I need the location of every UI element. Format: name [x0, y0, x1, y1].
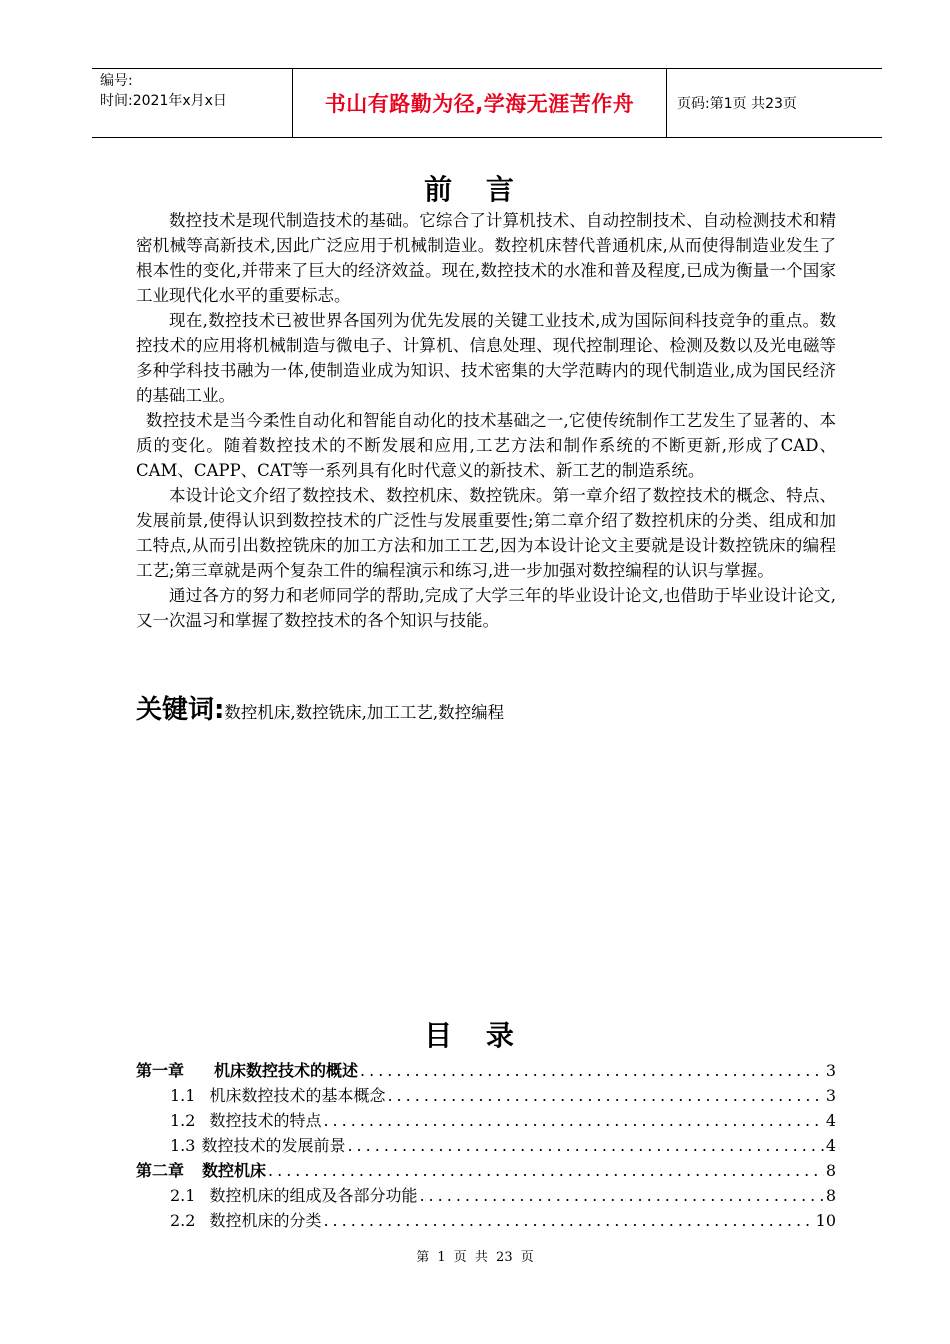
preface-paragraph: 现在,数控技术已被世界各国列为优先发展的关键工业技术,成为国际间科技竞争的重点。数控技术的应用将机械制造与微电子、计算机、信息处理、现代控制理论、检测及数以及光电磁等多种学科技书融为一体,使制造业成为知识、技术密集的大学范畴内的现代制造业,成为国民经济的基础工业。 — [136, 311, 836, 405]
toc-entry[interactable] — [136, 1208, 836, 1233]
toc-leader-dots — [387, 1083, 823, 1108]
toc-leader-dots — [419, 1183, 823, 1208]
toc-entry-number: 第二章 — [136, 1161, 185, 1180]
toc-entry-page: 8 — [825, 1161, 836, 1180]
preface-title: 前 言 — [424, 173, 526, 206]
toc-entry-number: 第一章 — [136, 1061, 185, 1080]
toc-title: 目 录 — [424, 1019, 526, 1052]
toc-entry-page: 8 — [825, 1186, 836, 1205]
toc-leader-dots — [268, 1158, 824, 1183]
toc-entry-label: 机床数控技术的基本概念 — [209, 1086, 386, 1105]
page-header-table — [92, 68, 882, 138]
toc-entry-page: 3 — [825, 1086, 836, 1105]
toc-entry-label: 数控机床的组成及各部分功能 — [209, 1186, 418, 1205]
toc-entry-page: 10 — [815, 1211, 836, 1230]
toc-entry-page: 4 — [825, 1111, 836, 1130]
page-footer: 第 1 页 共 23 页 — [416, 1250, 534, 1265]
toc-leader-dots — [323, 1208, 813, 1233]
table-of-contents — [136, 1058, 836, 1233]
toc-entry[interactable] — [136, 1058, 836, 1083]
preface-paragraph: 通过各方的努力和老师同学的帮助,完成了大学三年的毕业设计论文,也借助于毕业设计论文,又一次温习和掌握了数控技术的各个知识与技能。 — [136, 586, 836, 630]
preface-paragraph: 数控技术是现代制造技术的基础。它综合了计算机技术、自动控制技术、自动检测技术和精密机械等高新技术,因此广泛应用于机械制造业。数控机床替代普通机床,从而使得制造业发生了根本性的变化,并带来了巨大的经济效益。现在,数控技术的水准和普及程度,已成为衡量一个国家工业现代化水平的重要标志。 — [136, 211, 836, 305]
toc-entry-label: 数控机床 — [202, 1161, 267, 1180]
header-motto: 书山有路勤为径,学海无涯苦作舟 — [293, 69, 667, 137]
toc-entry-page: 4 — [825, 1136, 836, 1155]
header-page-label: 页码:第1页 共23页 — [677, 96, 797, 112]
toc-leader-dots — [360, 1058, 824, 1083]
toc-entry[interactable] — [136, 1133, 836, 1158]
toc-entry-number: 1.3 — [170, 1136, 196, 1155]
toc-entry[interactable] — [136, 1108, 836, 1133]
toc-entry-label: 数控技术的特点 — [209, 1111, 322, 1130]
keywords-value: 数控机床,数控铣床,加工工艺,数控编程 — [224, 703, 505, 722]
preface-paragraph: 本设计论文介绍了数控技术、数控机床、数控铣床。第一章介绍了数控技术的概念、特点、发展前景,使得认识到数控技术的广泛性与发展重要性;第二章介绍了数控机床的分类、组成和加工特点,从而引出数控铣床的加工方法和加工工艺,因为本设计论文主要就是设计数控铣床的编程工艺;第三章就是两个复杂工件的编程演示和练习,进一步加强对数控编程的认识与掌握。 — [136, 486, 836, 580]
toc-entry-number: 1.2 — [170, 1111, 196, 1130]
header-meta-cell — [92, 69, 293, 137]
toc-entry[interactable] — [136, 1083, 836, 1108]
toc-entry[interactable] — [136, 1183, 836, 1208]
toc-entry-number: 2.2 — [170, 1211, 196, 1230]
toc-entry-label: 数控技术的发展前景 — [201, 1136, 346, 1155]
document-number-label: 编号: — [100, 73, 133, 89]
toc-entry-number: 2.1 — [170, 1186, 196, 1205]
preface-body — [136, 208, 836, 633]
keywords-label: 关键词: — [136, 695, 225, 725]
keywords-line — [136, 694, 836, 729]
document-time-label: 时间:2021年x月x日 — [100, 93, 227, 109]
toc-leader-dots — [323, 1108, 823, 1133]
toc-leader-dots — [347, 1133, 823, 1158]
toc-entry-label: 机床数控技术的概述 — [214, 1061, 359, 1080]
toc-entry[interactable] — [136, 1158, 836, 1183]
toc-entry-number: 1.1 — [170, 1086, 196, 1105]
toc-entry-page: 3 — [825, 1061, 836, 1080]
preface-paragraph: 数控技术是当今柔性自动化和智能自动化的技术基础之一,它使传统制作工艺发生了显著的、本质的变化。随着数控技术的不断发展和应用,工艺方法和制作系统的不断更新,形成了CAD、CAM、CAPP、CAT等一系列具有化时代意义的新技术、新工艺的制造系统。 — [136, 411, 836, 480]
toc-entry-label: 数控机床的分类 — [209, 1211, 322, 1230]
